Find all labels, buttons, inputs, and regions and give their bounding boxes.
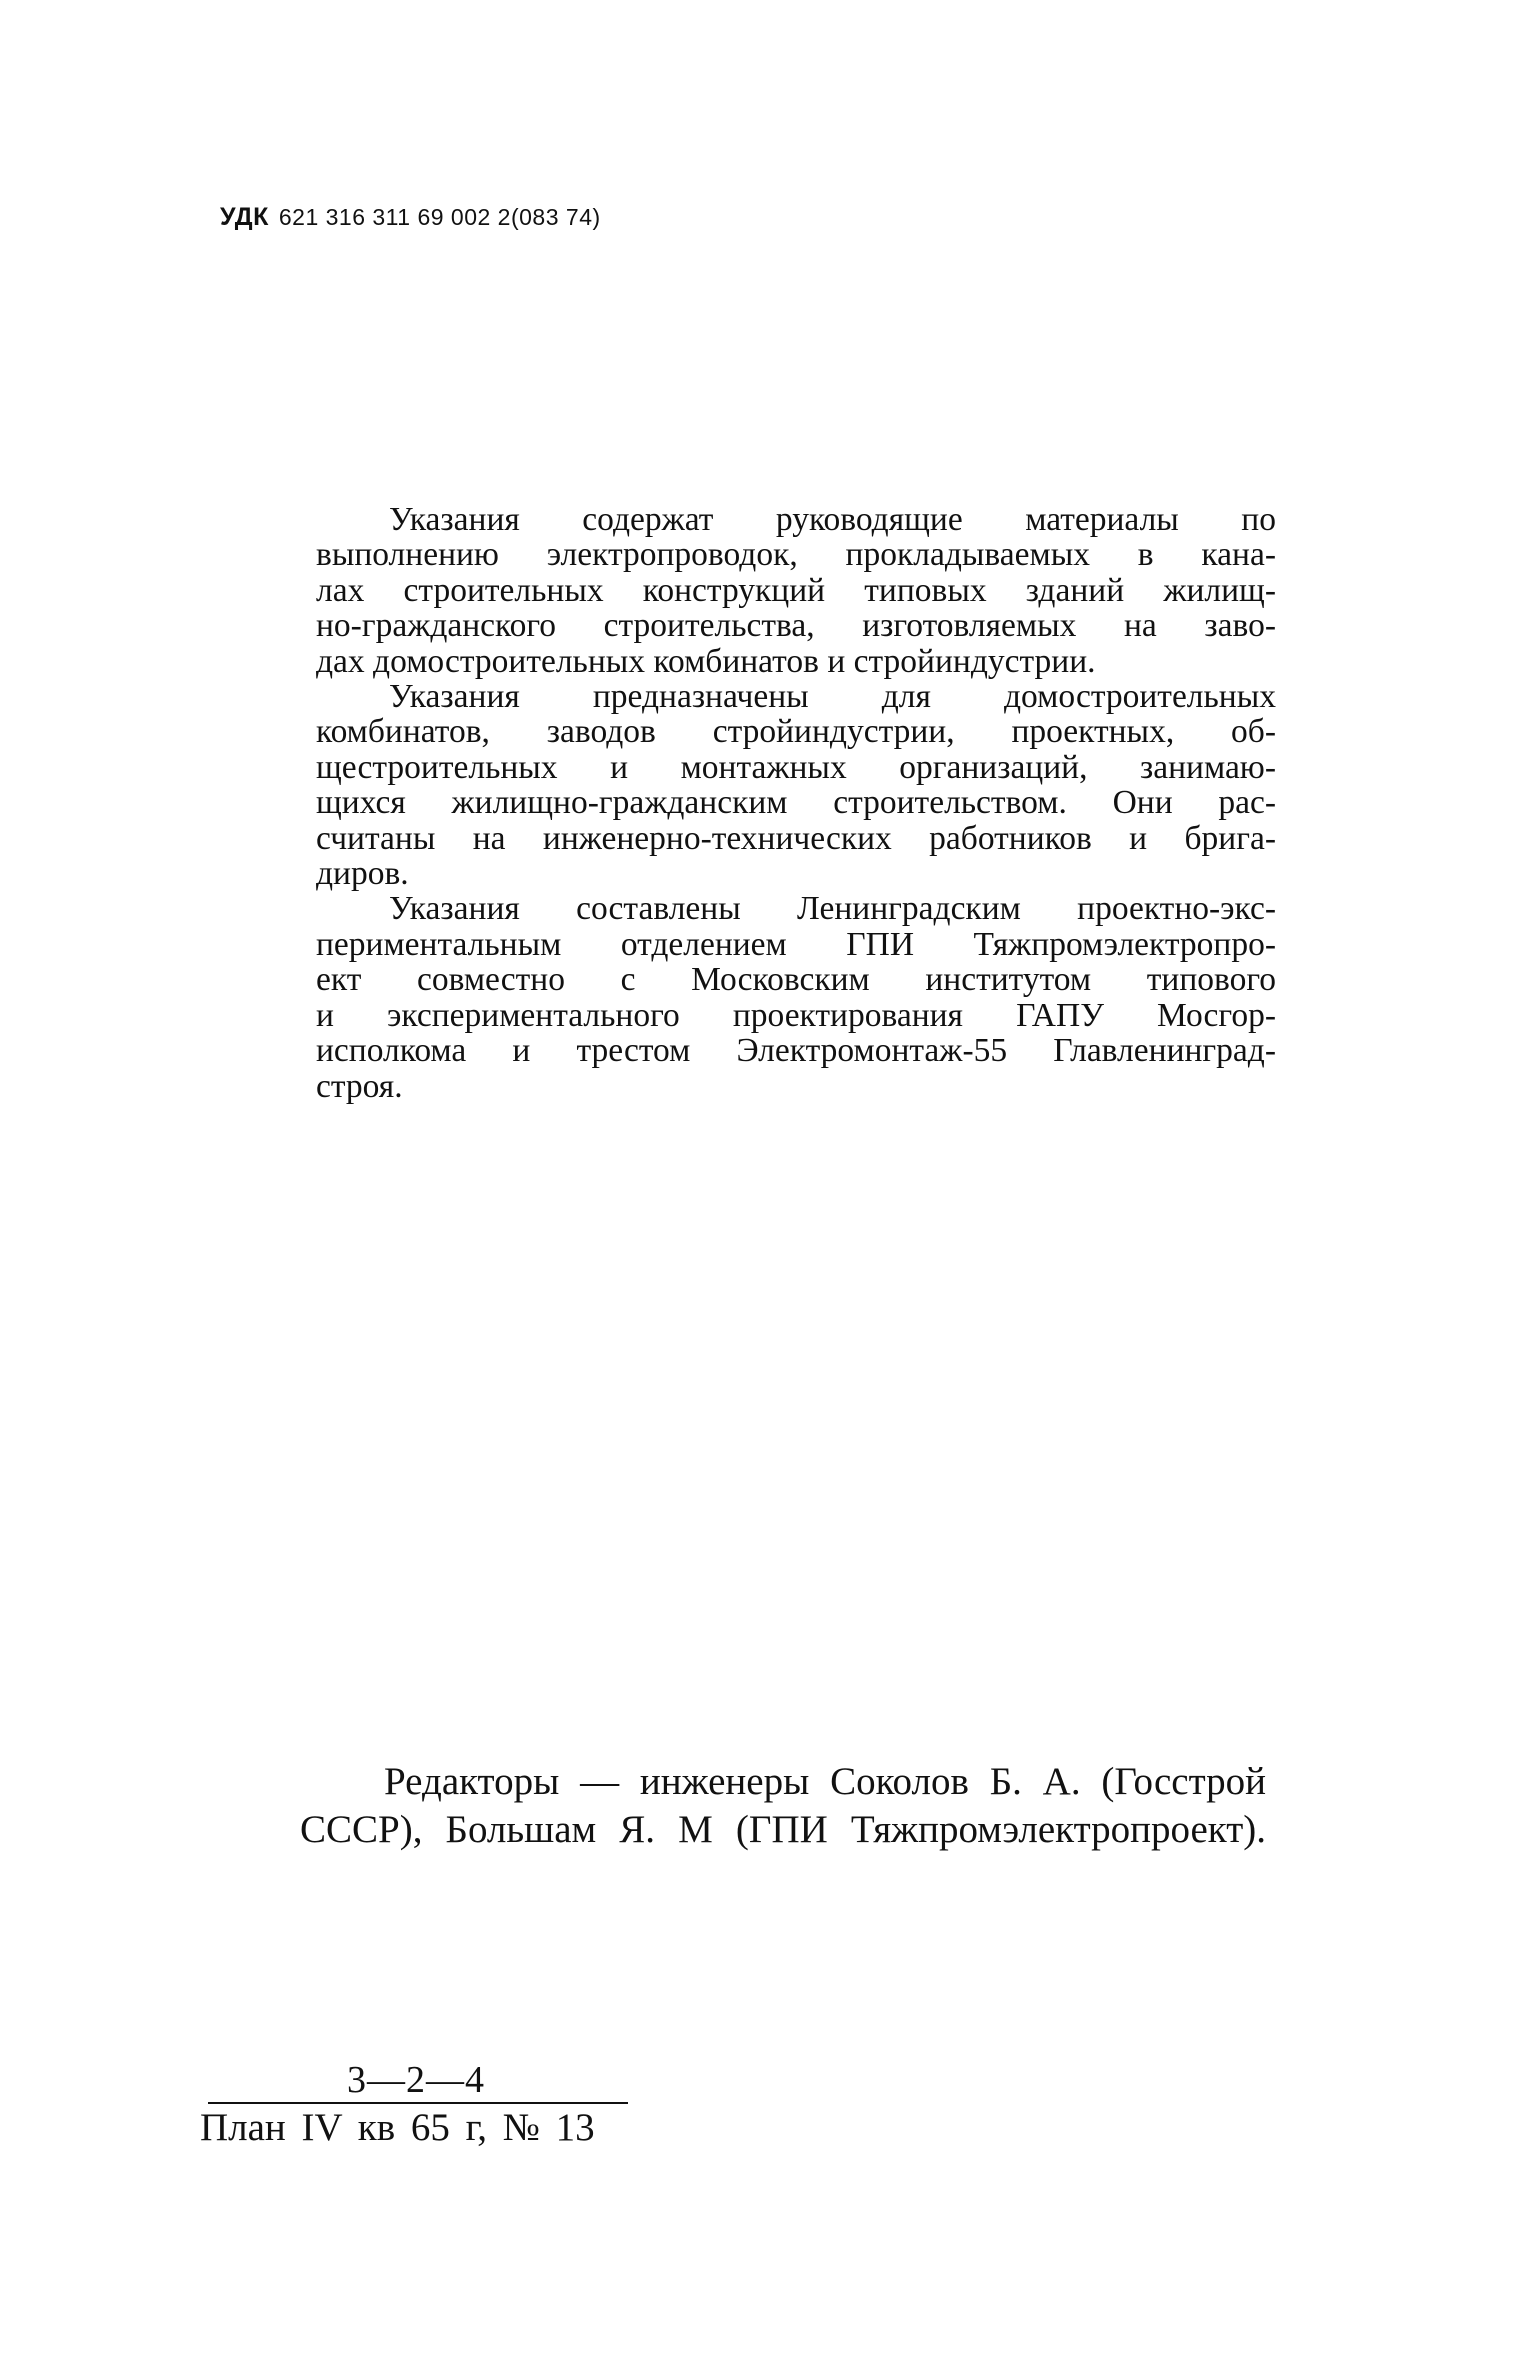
- text-line: щестроительных и монтажных организаций, занимаю-: [316, 748, 1276, 786]
- udc-code: 621 316 311 69 002 2(083 74): [278, 204, 601, 230]
- text-line: но-гражданского строительства, изготовляемых на заво-: [316, 607, 1276, 645]
- text-line: строя.: [316, 1067, 403, 1105]
- text-line: комбинатов, заводов стройиндустрии, проектных, об-: [316, 713, 1276, 751]
- plan-code: 3—2—4: [347, 2059, 485, 2101]
- text-line: дах домостроительных комбинатов и стройиндустрии.: [316, 642, 1096, 680]
- text-line: периментальным отделением ГПИ Тяжпромэлектропро-: [316, 925, 1276, 963]
- udc-index: [220, 203, 601, 232]
- editors-line: СССР), Большам Я. М (ГПИ Тяжпромэлектропроект).: [300, 1808, 1266, 1851]
- text-line: лах строительных конструкций типовых зданий жилищ-: [316, 571, 1276, 609]
- text-line: Указания содержат руководящие материалы по: [389, 501, 1276, 538]
- plan-text: План IV кв 65 г, № 13: [200, 2106, 595, 2149]
- plan-divider: [208, 2102, 628, 2104]
- text-line: исполкома и трестом Электромонтаж-55 Главленинград-: [316, 1032, 1276, 1070]
- udc-label: УДК: [220, 203, 269, 231]
- text-line: ект совместно с Московским институтом типового: [316, 961, 1276, 999]
- paragraph-audience: [316, 679, 1276, 891]
- text-line: Указания предназначены для домостроительных: [389, 678, 1276, 716]
- annotation-text: [316, 502, 1276, 1104]
- paragraph-purpose: [316, 502, 1276, 679]
- paragraph-authors: [316, 891, 1276, 1103]
- editors-line: Редакторы — инженеры Соколов Б. А. (Госстрой: [384, 1760, 1266, 1803]
- text-line: считаны на инженерно-технических работников и брига-: [316, 819, 1276, 857]
- text-line: Указания составлены Ленинградским проектно-экс-: [389, 890, 1276, 928]
- text-line: и экспериментального проектирования ГАПУ Мосгор-: [316, 996, 1276, 1034]
- text-line: выполнению электропроводок, прокладываемых в кана-: [316, 536, 1276, 574]
- text-line: диров.: [316, 855, 409, 893]
- text-line: щихся жилищно-гражданским строительством. Они рас-: [316, 784, 1276, 822]
- publication-plan: [200, 2058, 632, 2150]
- editors-credit: [300, 1758, 1266, 1854]
